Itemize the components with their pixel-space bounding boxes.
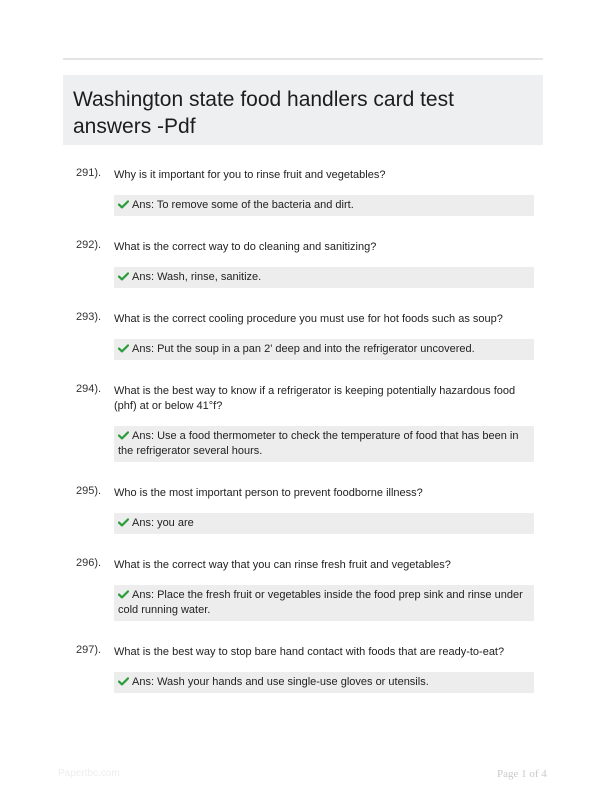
question-number: 293). <box>76 311 102 323</box>
question-item <box>0 640 606 693</box>
question-item <box>0 307 606 360</box>
answer-box <box>114 585 534 621</box>
question-number: 291). <box>76 167 102 179</box>
page-number: Page 1 of 4 <box>497 768 547 780</box>
answer-box <box>114 339 534 360</box>
check-icon <box>118 344 129 353</box>
question-text: What is the correct cooling procedure you must use for hot foods such as soup? <box>114 313 503 325</box>
answer-text: Ans: Wash your hands and use single-use gloves or utensils. <box>132 676 429 688</box>
question-number: 292). <box>76 239 102 251</box>
question-number: 296). <box>76 557 102 569</box>
answer-text: Ans: To remove some of the bacteria and dirt. <box>132 199 354 211</box>
question-number: 295). <box>76 485 102 497</box>
answer-text: Ans: Place the fresh fruit or vegetables inside the food prep sink and rinse under cold running water. <box>118 589 523 616</box>
question-item <box>0 379 606 462</box>
check-icon <box>118 677 129 686</box>
question-text: Who is the most important person to prevent foodborne illness? <box>114 487 423 499</box>
question-text: What is the correct way that you can rinse fresh fruit and vegetables? <box>114 559 451 571</box>
watermark-text: Papertbc.com <box>58 768 120 779</box>
check-icon <box>118 200 129 209</box>
check-icon <box>118 431 129 440</box>
answer-box <box>114 513 534 534</box>
title-banner <box>63 75 543 145</box>
question-item <box>0 235 606 288</box>
answer-box <box>114 426 534 462</box>
answer-box <box>114 672 534 693</box>
question-text: What is the best way to know if a refrigerator is keeping potentially hazardous food (phf) at or below 41°f? <box>114 385 516 412</box>
answer-text: Ans: Put the soup in a pan 2' deep and into the refrigerator uncovered. <box>132 343 475 355</box>
question-text: What is the correct way to do cleaning and sanitizing? <box>114 241 377 253</box>
answer-box <box>114 195 534 216</box>
question-text: What is the best way to stop bare hand contact with foods that are ready-to-eat? <box>114 646 505 658</box>
question-item <box>0 481 606 534</box>
question-item <box>0 553 606 621</box>
question-list <box>0 163 606 712</box>
answer-text: Ans: Use a food thermometer to check the temperature of food that has been in the refrigerator several hours. <box>118 430 519 457</box>
answer-text: Ans: you are <box>132 517 194 529</box>
question-number: 294). <box>76 383 102 395</box>
check-icon <box>118 518 129 527</box>
answer-text: Ans: Wash, rinse, sanitize. <box>132 271 262 283</box>
top-divider <box>63 58 543 60</box>
question-item <box>0 163 606 216</box>
question-number: 297). <box>76 644 102 656</box>
question-text: Why is it important for you to rinse fruit and vegetables? <box>114 169 386 181</box>
page-title: Washington state food handlers card test answers -Pdf <box>73 88 454 138</box>
check-icon <box>118 590 129 599</box>
answer-box <box>114 267 534 288</box>
check-icon <box>118 272 129 281</box>
